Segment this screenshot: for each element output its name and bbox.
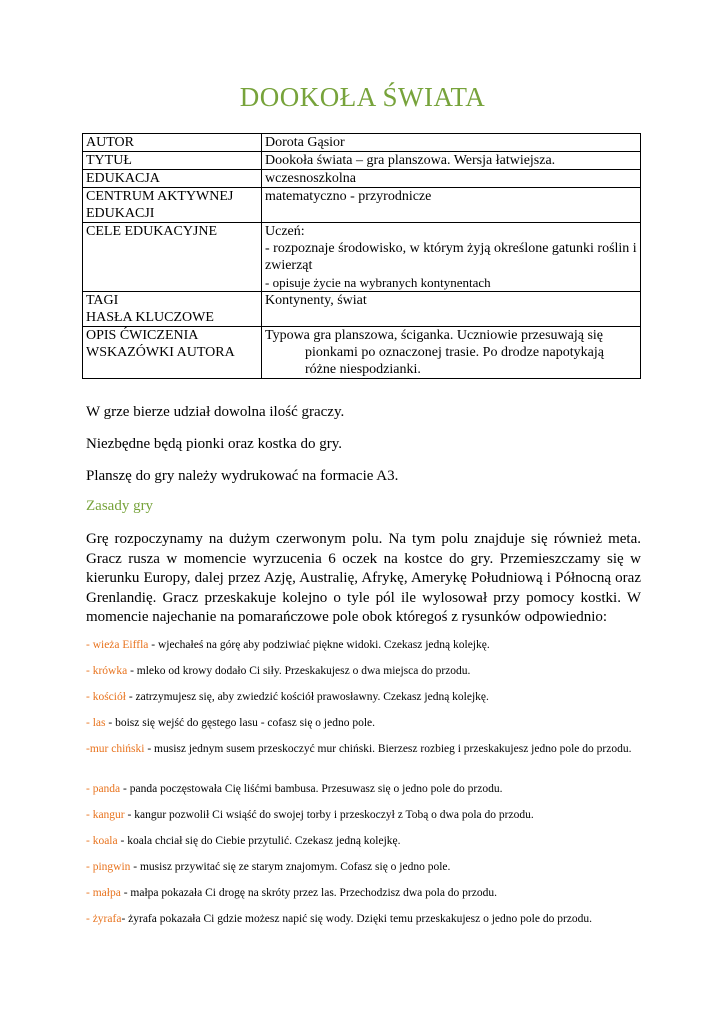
rules-paragraph: Grę rozpoczynamy na dużym czerwonym polu. Na tym polu znajduje się również meta. Gracz rusza w momencie wyrzucenia 6 oczek na kostce do gry. Przemieszczamy się w kierunku Europy, dalej przez Azję, Australię, Afrykę, Amerykę Południową i Północną oraz Grenlandię. Gracz przeskakuje kolejno o tyle pól ile wylosował przy pomocy kostki. W momencie najechanie na pomarańczowe pole obok któregoś z rysunków odpowiednio: <box>86 531 641 625</box>
rule-text: - żyrafa pokazała Ci gdzie możesz napić się wody. Dzięki temu przeskakujesz o jedno pole do przodu. <box>121 913 593 925</box>
rule-text: - koala chciał się do Ciebie przytulić. Czekasz jedną kolejkę. <box>117 835 401 847</box>
rule-text: - mleko od krowy dodało Ci siły. Przeskakujesz o dwa miejsca do przodu. <box>127 665 471 677</box>
rule-item <box>86 689 641 706</box>
center-label <box>83 188 262 223</box>
rule-text: - panda poczęstowała Cię liśćmi bambusa. Przesuwasz się o jedno pole do przodu. <box>120 783 503 795</box>
goals-label: CELE EDUKACYJNE <box>83 223 262 292</box>
rule-term: - las <box>86 717 106 729</box>
tags-label <box>83 292 262 327</box>
table-row <box>83 152 641 170</box>
center-value: matematyczno - przyrodnicze <box>262 188 641 223</box>
rule-item <box>86 637 641 654</box>
desc-label <box>83 327 262 379</box>
rule-term: - koala <box>86 835 118 847</box>
rule-item <box>86 807 641 824</box>
goals-line: Uczeń: <box>265 224 305 239</box>
table-row <box>83 188 641 223</box>
rule-text: - małpa pokazała Ci drogę na skróty przez las. Przechodzisz dwa pola do przodu. <box>120 887 497 899</box>
rule-item <box>86 741 641 758</box>
center-label-line: CENTRUM AKTYWNEJ <box>86 189 234 204</box>
goals-line: - rozpoznaje środowisko, w którym żyją określone gatunki roślin i zwierząt <box>265 241 637 273</box>
intro-paragraph: W grze bierze udział dowolna ilość graczy. <box>86 404 345 420</box>
rule-term: - wieża Eiffla <box>86 639 149 651</box>
rule-text: - musisz przywitać się ze starym znajomym. Cofasz się o jedno pole. <box>130 861 451 873</box>
education-value: wczesnoszkolna <box>262 170 641 188</box>
rule-item <box>86 833 641 850</box>
table-row <box>83 223 641 292</box>
goals-value <box>262 223 641 292</box>
rule-item <box>86 663 641 680</box>
rule-term: - krówka <box>86 665 128 677</box>
rule-text: - wjechałeś na górę aby podziwiać piękne widoki. Czekasz jedną kolejkę. <box>148 639 490 651</box>
center-label-line: EDUKACJI <box>86 206 155 221</box>
desc-line: różne niespodzianki. <box>305 362 421 377</box>
rule-term: - panda <box>86 783 121 795</box>
tags-label-line: TAGI <box>86 293 119 308</box>
rule-text: - boisz się wejść do gęstego lasu - cofasz się o jedno pole. <box>105 717 376 729</box>
document-title: DOOKOŁA ŚWIATA <box>239 82 486 112</box>
desc-label-line: OPIS ĆWICZENIA <box>86 328 199 343</box>
rule-item <box>86 781 641 798</box>
tags-label-line: HASŁA KLUCZOWE <box>86 310 214 325</box>
rule-item <box>86 885 641 902</box>
author-label: AUTOR <box>83 134 262 152</box>
table-row <box>83 134 641 152</box>
goals-line: - opisuje życie na wybranych kontynentach <box>265 275 491 290</box>
desc-line: Typowa gra planszowa, ściganka. Uczniowie przesuwają się <box>265 328 604 343</box>
intro-paragraph: Planszę do gry należy wydrukować na formacie A3. <box>86 468 399 484</box>
rule-term: -mur chiński <box>86 743 145 755</box>
rule-text: - zatrzymujesz się, aby zwiedzić kościół prawosławny. Czekasz jedną kolejkę. <box>125 691 489 703</box>
title-label: TYTUŁ <box>83 152 262 170</box>
rule-text: - musisz jednym susem przeskoczyć mur chiński. Bierzesz rozbieg i przeskakujesz jedno pole do przodu. <box>144 743 632 755</box>
rule-item <box>86 715 641 732</box>
info-table <box>82 133 641 379</box>
rule-term: - kangur <box>86 809 125 821</box>
rule-term: - kościół <box>86 691 126 703</box>
tags-value: Kontynenty, świat <box>262 292 641 327</box>
rule-item <box>86 859 641 876</box>
rule-text: - kangur pozwolił Ci wsiąść do swojej torby i przeskoczył z Tobą o dwa pola do przodu. <box>124 809 534 821</box>
intro-paragraph: Niezbędne będą pionki oraz kostka do gry. <box>86 436 343 452</box>
rule-term: - małpa <box>86 887 121 899</box>
author-value: Dorota Gąsior <box>262 134 641 152</box>
education-label: EDUKACJA <box>83 170 262 188</box>
desc-label-line: WSKAZÓWKI AUTORA <box>86 345 235 360</box>
rule-term: - pingwin <box>86 861 131 873</box>
rules-heading: Zasady gry <box>86 498 154 514</box>
table-row <box>83 327 641 379</box>
title-value: Dookoła świata – gra planszowa. Wersja łatwiejsza. <box>262 152 641 170</box>
table-row <box>83 170 641 188</box>
rule-term: - żyrafa <box>86 913 122 925</box>
desc-line: pionkami po oznaczonej trasie. Po drodze napotykają <box>305 345 604 360</box>
table-row <box>83 292 641 327</box>
desc-value <box>262 327 641 379</box>
rule-item <box>86 911 641 928</box>
